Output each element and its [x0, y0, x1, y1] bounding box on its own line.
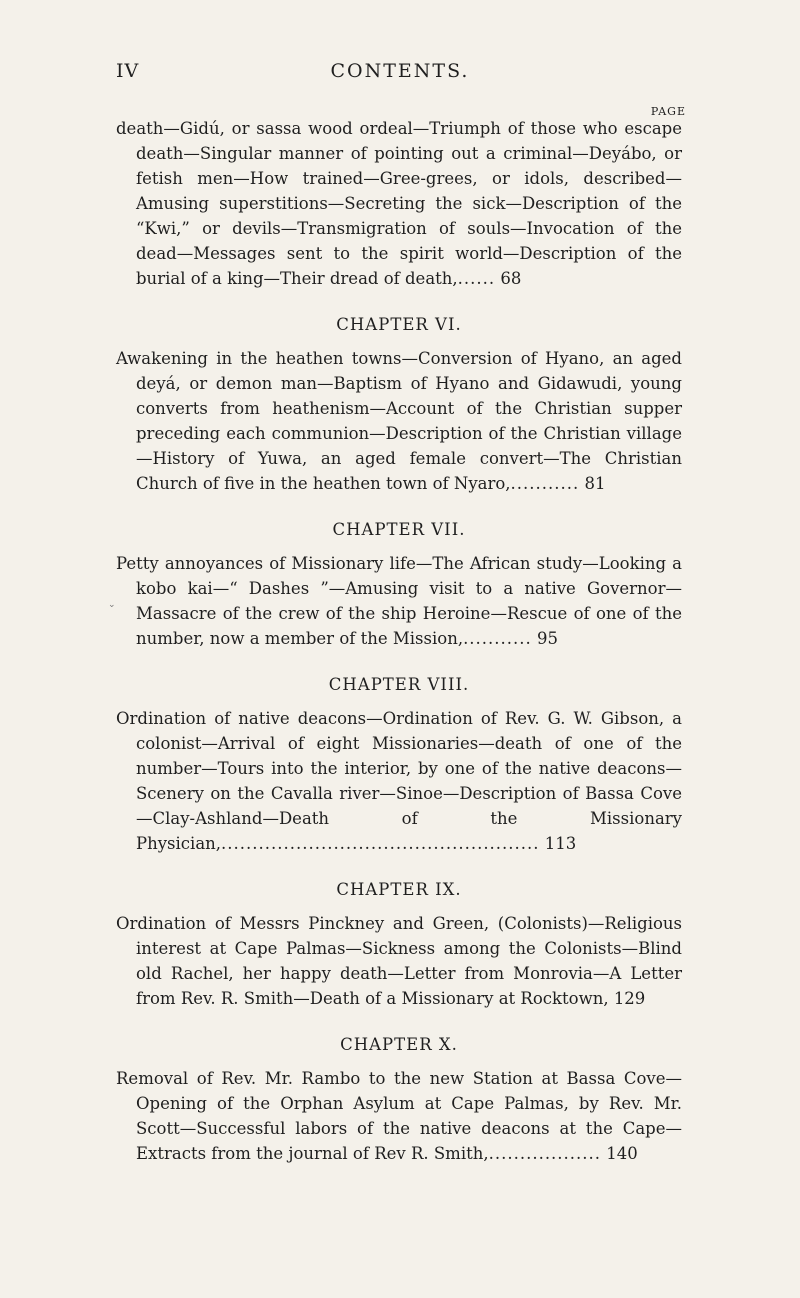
contents-list: [116, 116, 682, 1190]
contents-entry: [116, 1035, 682, 1166]
summary-text: death—Gidú, or sassa wood ordeal—Triumph of those who escape death—Singular manner of pointing out a criminal—Deyábo, or fetish men—How trained—Gree-grees, or idols, described—Amusing superstitions—Secreting the sick—Description of the “Kwi,” or devils—Transmigration of souls—Invocation of the dead—Messages sent to the spirit world—Description of the burial of a king—Their dread of death,: [116, 119, 682, 288]
chapter-heading: CHAPTER VI.: [336, 315, 462, 334]
leader-dots: ...........: [510, 474, 580, 493]
contents-entry: [116, 315, 682, 496]
summary-text: Ordination of Messrs Pinckney and Green, (Colonists)—Religious interest at Cape Palmas—Sickness among the Colonists—Blind old Rachel, her happy death—Letter from Monrovia—A Letter from Rev. R. Smith—Death of a Missionary at Rocktown,: [116, 914, 682, 1008]
chapter-heading: CHAPTER IX.: [336, 880, 462, 899]
page-number: 95: [537, 629, 559, 648]
chapter-summary: [116, 116, 682, 291]
page-number: 113: [544, 834, 577, 853]
page-number: 140: [606, 1144, 638, 1163]
chapter-heading: CHAPTER VII.: [332, 520, 466, 539]
page-number: 129: [613, 989, 646, 1008]
chapter-summary: [116, 706, 682, 856]
summary-text: Removal of Rev. Mr. Rambo to the new Station at Bassa Cove—Opening of the Orphan Asylum at Cape Palmas, by Rev. Mr. Scott—Successful labors of the native deacons at the Cape—Extracts from the journal of Rev R. Smith,: [116, 1069, 682, 1163]
running-head: [116, 60, 684, 90]
running-head-title: CONTENTS.: [330, 60, 470, 82]
chapter-summary: [116, 346, 682, 496]
summary-text: Awakening in the heathen towns—Conversion of Hyano, an aged deyá, or demon man—Baptism of Hyano and Gidawudi, young converts from heathenism—Account of the Christian supper preceding each communion—Description of the Christian village—History of Yuwa, an aged female convert—The Christian Church of five in the heathen town of Nyaro,: [116, 349, 682, 493]
contents-entry: [116, 880, 682, 1011]
summary-text: Petty annoyances of Missionary life—The African study—Looking a kobo kai—“ Dashes ”—Amusing visit to a native Governor—Massacre of the crew of the ship Heroine—Rescue of one of the number, now a member of the Mission,: [116, 554, 682, 648]
leader-dots: ......: [457, 269, 496, 288]
chapter-heading: CHAPTER X.: [340, 1035, 458, 1054]
leader-dots: ...................................................: [221, 834, 540, 853]
chapter-summary: [116, 551, 682, 651]
summary-text: Ordination of native deacons—Ordination of Rev. G. W. Gibson, a colonist—Arrival of eight Missionaries—death of one of the number—Tours into the interior, by one of the native deacons—Scenery on the Cavalla river—Sinoe—Description of Bassa Cove—Clay-Ashland—Death of the Missionary Physician,: [116, 709, 682, 853]
page-number: 68: [500, 269, 522, 288]
chapter-heading: CHAPTER VIII.: [328, 675, 470, 694]
print-speck-mark: ⌄: [108, 600, 116, 610]
chapter-summary: [116, 1066, 682, 1166]
page-folio: IV: [116, 60, 140, 82]
leader-dots: ...........: [463, 629, 532, 648]
contents-entry: [116, 675, 682, 856]
page-number: 81: [584, 474, 606, 493]
contents-entry: [116, 520, 682, 651]
page-column-label: PAGE: [650, 105, 686, 118]
contents-entry: [116, 116, 682, 291]
chapter-summary: [116, 911, 682, 1011]
leader-dots: ..................: [488, 1144, 602, 1163]
